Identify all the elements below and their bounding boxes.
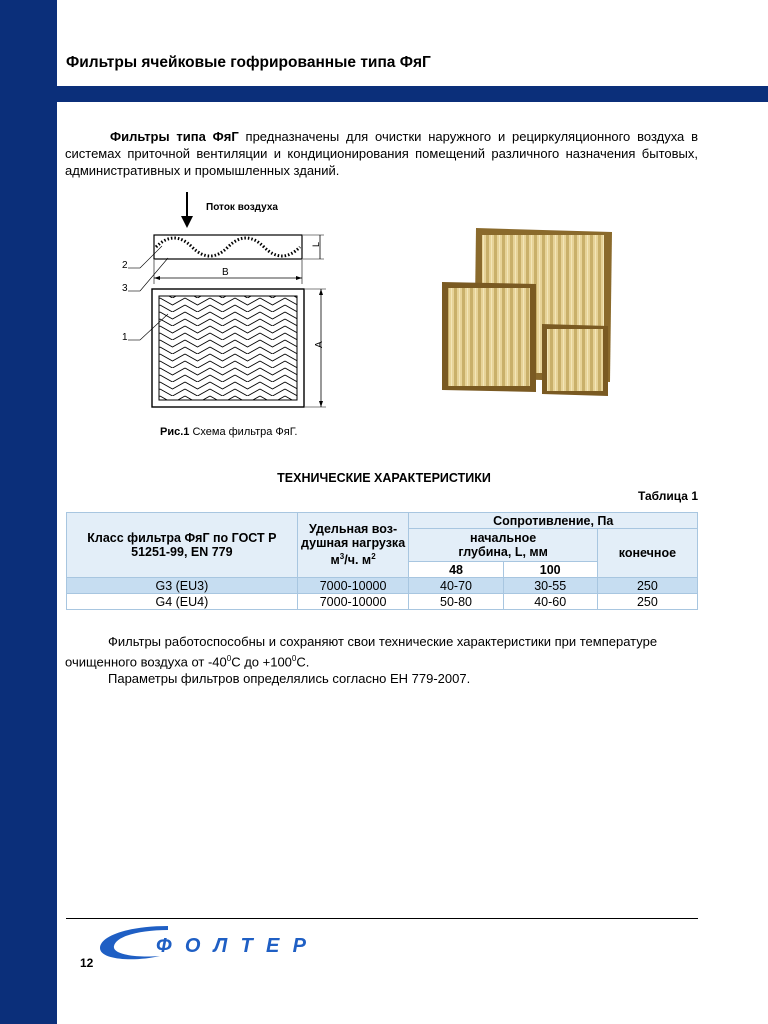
cell-final: 250 <box>597 594 697 610</box>
pleated-media-front <box>159 296 297 400</box>
header-filter-class: Класс фильтра ФяГ по ГОСТ Р 51251-99, EN 779 <box>67 513 298 578</box>
cell-load: 7000-10000 <box>297 578 409 594</box>
notes-block <box>65 633 698 687</box>
filter-photo <box>438 222 620 402</box>
section-title: ТЕХНИЧЕСКИЕ ХАРАКТЕРИСТИКИ <box>277 471 491 485</box>
header-bar <box>57 86 768 102</box>
cell-final: 250 <box>597 578 697 594</box>
notes-paragraph-1: Фильтры работоспособны и сохраняют свои технические характеристики при температуре очищенного воздуха от $-40^0С$ до $+100^0С$. <box>65 634 658 670</box>
cell-resistance-100: 30-55 <box>503 578 597 594</box>
dimension-b-label: B <box>222 267 229 278</box>
figure-caption-text: Схема фильтра ФяГ. <box>189 426 298 438</box>
intro-bold: Фильтры типа ФяГ <box>110 129 239 144</box>
header-final: конечное <box>597 529 697 578</box>
airflow-label: Поток воздуха <box>206 202 278 213</box>
spec-table <box>66 512 698 610</box>
cell-class: G4 (EU4) <box>67 594 298 610</box>
intro-text: предназначены для очистки наружного и рециркуляционного воздуха в системах приточной вентиляции и кондиционирования помещений различного назначения бытовых, административных и промышленных зданий. <box>65 129 698 178</box>
callout-3: 3 <box>122 283 128 294</box>
notes-paragraph-2: Параметры фильтров определялись согласно ЕН 779-2007. <box>108 671 471 687</box>
cell-resistance-100: 40-60 <box>503 594 597 610</box>
figure-caption-bold: Рис.1 <box>160 426 190 438</box>
airflow-arrowhead <box>181 216 193 228</box>
left-sidebar-band <box>0 0 57 1024</box>
page-title: Фильтры ячейковые гофрированные типа ФяГ <box>66 54 431 71</box>
filter-side-frame <box>154 235 302 259</box>
callout-2: 2 <box>122 260 128 271</box>
cell-resistance-48: 50-80 <box>409 594 503 610</box>
callout-1: 1 <box>122 332 128 343</box>
filter-diagram <box>110 186 340 431</box>
header-depth-100: 100 <box>503 562 597 578</box>
header-initial: начальное глубина, L, мм <box>409 529 597 562</box>
intro-paragraph <box>65 128 698 179</box>
brand-logo <box>98 922 308 964</box>
page-number: 12 <box>80 956 94 970</box>
dimension-a-label: A <box>314 341 325 348</box>
table-row <box>67 594 698 610</box>
cell-class: G3 (EU3) <box>67 578 298 594</box>
footer-divider <box>66 918 698 919</box>
logo-text: ФОЛТЕР <box>156 935 306 957</box>
header-resistance: Сопротивление, Па <box>409 513 698 529</box>
header-air-load: Удельная воз-душная нагрузка $м^3/ч$. $м^2$ <box>297 513 409 578</box>
header-depth-48: 48 <box>409 562 503 578</box>
cell-resistance-48: 40-70 <box>409 578 503 594</box>
table-row <box>67 578 698 594</box>
table-label: Таблица 1 <box>637 489 698 503</box>
dimension-l-label: L <box>311 241 321 247</box>
figure-caption <box>160 426 297 438</box>
cell-load: 7000-10000 <box>297 594 409 610</box>
